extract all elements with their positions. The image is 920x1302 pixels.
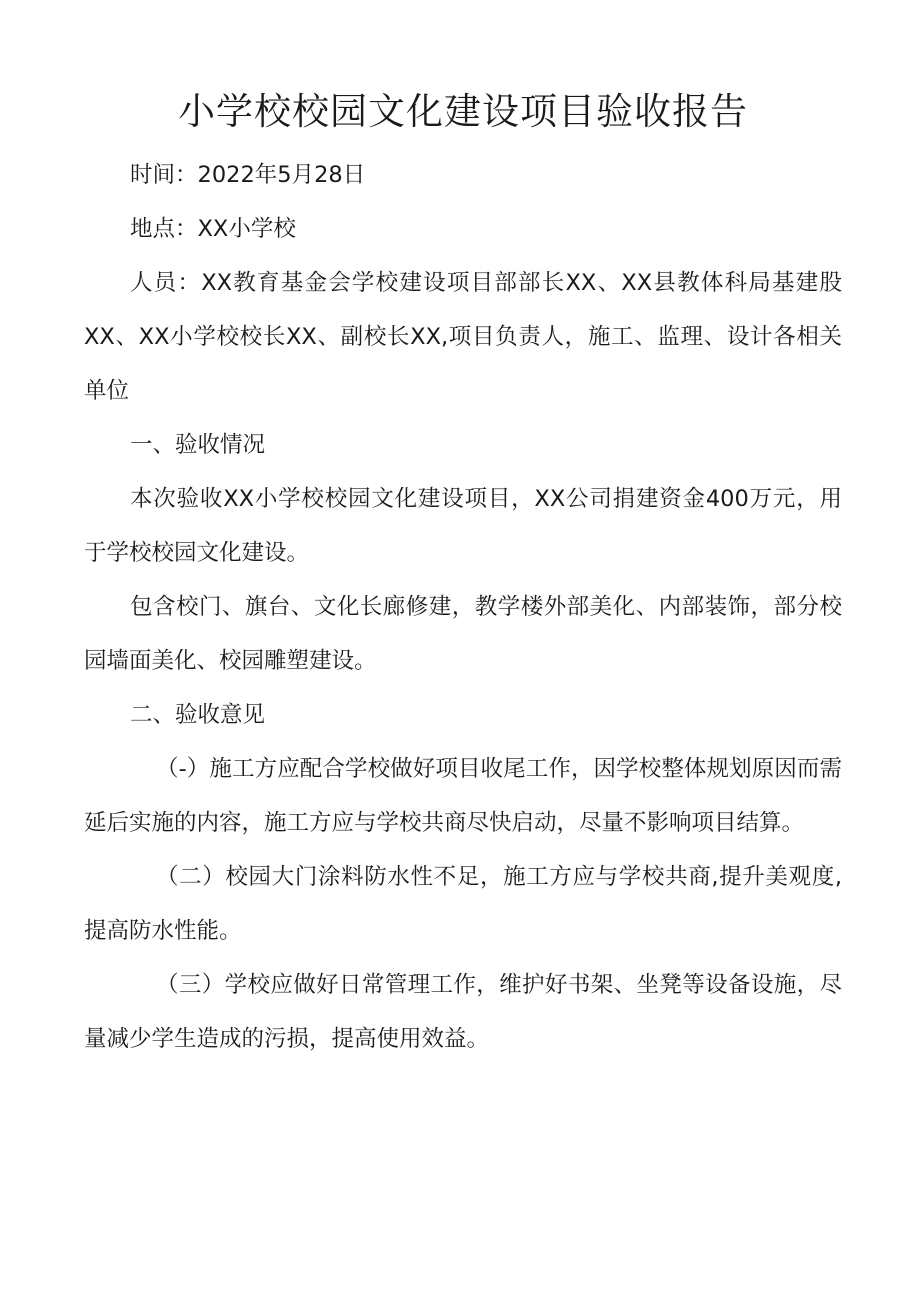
time-line: 时间：2022年5月28日: [130, 162, 366, 188]
acceptance-status-paragraph-2: 包含校门、旗台、文化长廊修建，教学楼外部美化、内部装饰，部分校园墙面美化、校园雕塑建设。: [84, 594, 842, 674]
place-line: 地点：XX小学校: [130, 216, 296, 242]
document-title: 小学校校园文化建设项目验收报告: [178, 90, 748, 133]
section-heading-acceptance-status: 一、验收情况: [130, 432, 266, 458]
opinion-item-2: （二）校园大门涂料防水性不足，施工方应与学校共商,提升美观度,提高防水性能。: [84, 864, 842, 944]
section-heading-acceptance-opinions: 二、验收意见: [130, 702, 266, 728]
opinion-item-1: （-）施工方应配合学校做好项目收尾工作，因学校整体规划原因而需延后实施的内容，施工方应与学校共商尽快启动，尽量不影响项目结算。: [84, 756, 842, 836]
people-line: 人员：XX教育基金会学校建设项目部部长XX、XX县教体科局基建股XX、XX小学校校长XX、副校长XX,项目负责人，施工、监理、设计各相关单位: [84, 270, 842, 404]
opinion-item-3: （三）学校应做好日常管理工作，维护好书架、坐凳等设备设施，尽量减少学生造成的污损，提高使用效益。: [84, 972, 842, 1052]
acceptance-status-paragraph-1: 本次验收XX小学校校园文化建设项目，XX公司捐建资金400万元，用于学校校园文化建设。: [84, 486, 842, 566]
